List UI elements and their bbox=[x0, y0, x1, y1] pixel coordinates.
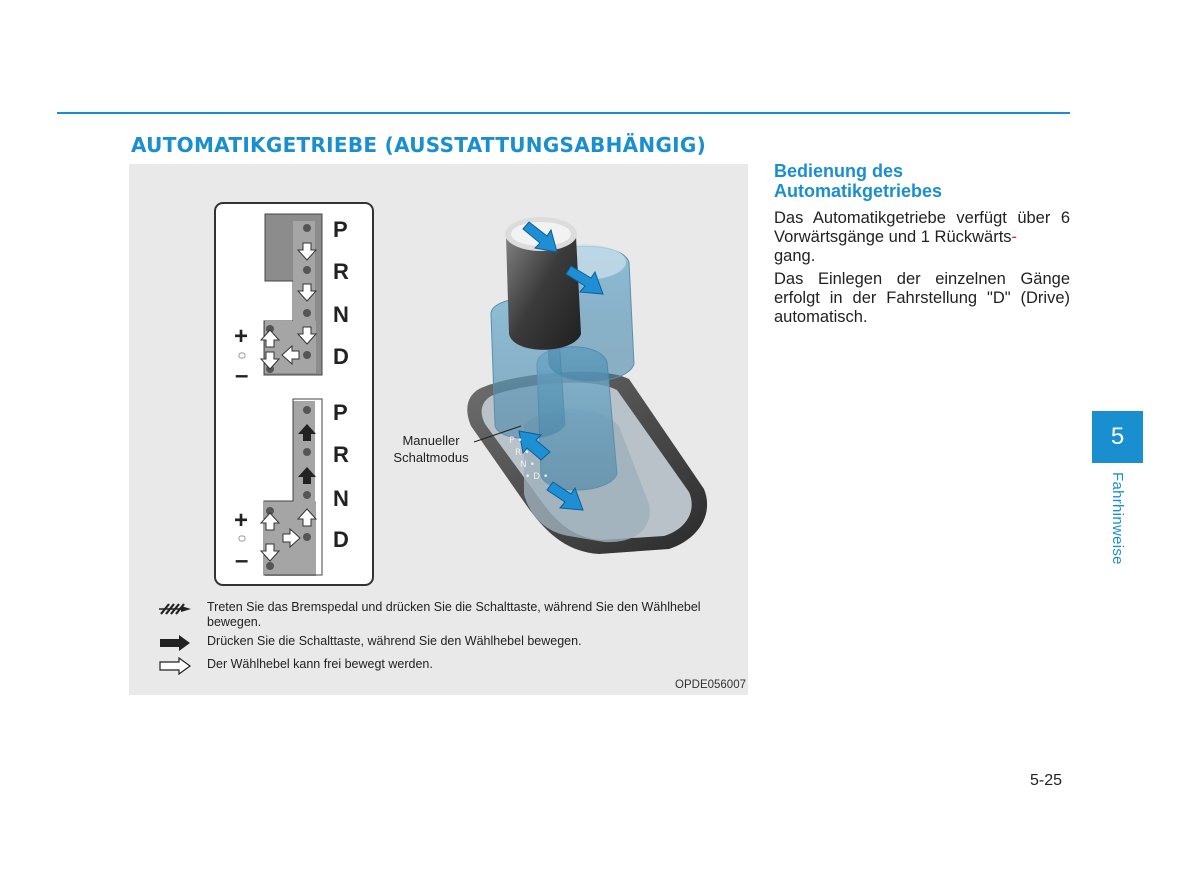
gate-dot-n bbox=[303, 491, 311, 499]
legend-item bbox=[157, 657, 707, 675]
gate-letter-r: R bbox=[333, 442, 349, 467]
solid-arrow-icon bbox=[157, 634, 207, 652]
brake-and-button-arrow-icon bbox=[157, 600, 207, 618]
gate-plus: + bbox=[234, 507, 249, 534]
paragraph-gears-end: gang. bbox=[774, 247, 816, 265]
gate-plus: + bbox=[234, 323, 249, 350]
gate-dot-p bbox=[303, 224, 311, 232]
svg-text:R •: R • bbox=[515, 448, 530, 458]
legend-text: Treten Sie das Bremspedal und drücken Sie die Schalttaste, während Sie den Wählhebel bewegen. bbox=[207, 600, 701, 629]
gate-letter-r: R bbox=[333, 259, 349, 284]
subheading: Bedienung des Automatikgetriebes bbox=[774, 161, 943, 201]
gate-dot-r bbox=[303, 266, 311, 274]
gate-dot-r bbox=[303, 448, 311, 456]
legend-item bbox=[157, 600, 707, 630]
manual-mode-label: Manueller Schaltmodus bbox=[393, 433, 469, 465]
gate-minus: – bbox=[235, 362, 249, 389]
gate-letter-n: N bbox=[333, 486, 349, 511]
legend-text: Drücken Sie die Schalttaste, während Sie den Wählhebel bewegen. bbox=[207, 634, 582, 648]
outline-arrow-icon bbox=[157, 657, 207, 675]
shift-figure bbox=[129, 164, 748, 695]
gate-dot-p bbox=[303, 406, 311, 414]
chapter-tab: 5 bbox=[1092, 411, 1143, 463]
svg-text:N •: N • bbox=[520, 460, 535, 470]
paragraph-gears-text: Das Automatikgetriebe verfügt über 6 Vorwärtsgänge und 1 Rückwärts bbox=[774, 209, 1070, 246]
figure-code: OPDE056007 bbox=[675, 679, 746, 691]
gate-dot-d bbox=[303, 533, 311, 541]
body-column bbox=[774, 161, 1070, 331]
legend-text: Der Wählhebel kann frei bewegt werden. bbox=[207, 657, 433, 671]
hyphen-mark: - bbox=[1011, 228, 1018, 246]
gate-letter-n: N bbox=[333, 302, 349, 327]
gate-letter-p: P bbox=[333, 217, 348, 242]
paragraph-gears bbox=[774, 209, 1070, 266]
gate-dot-minus bbox=[266, 562, 274, 570]
header-rule bbox=[57, 112, 1070, 114]
gate-minus: – bbox=[235, 547, 249, 574]
paragraph-drive: Das Einlegen der einzelnen Gänge erfolgt in der Fahrstellung "D" (Drive) automatisch. bbox=[774, 270, 1070, 326]
section-title: AUTOMATIKGETRIEBE (AUSSTATTUNGSABHÄNGIG) bbox=[131, 133, 707, 157]
gate-dot-n bbox=[303, 309, 311, 317]
gate-dot-d bbox=[303, 351, 311, 359]
page-number: 5-25 bbox=[1030, 772, 1063, 789]
gate-letter-d: D bbox=[333, 344, 349, 369]
gate-letter-d: D bbox=[333, 527, 349, 552]
svg-text:P •: P • bbox=[509, 436, 523, 446]
legend-item bbox=[157, 634, 707, 652]
chapter-label: Fahrhinweise bbox=[1109, 472, 1126, 565]
svg-text:• D •: • D • bbox=[525, 472, 549, 482]
gate-letter-p: P bbox=[333, 400, 348, 425]
